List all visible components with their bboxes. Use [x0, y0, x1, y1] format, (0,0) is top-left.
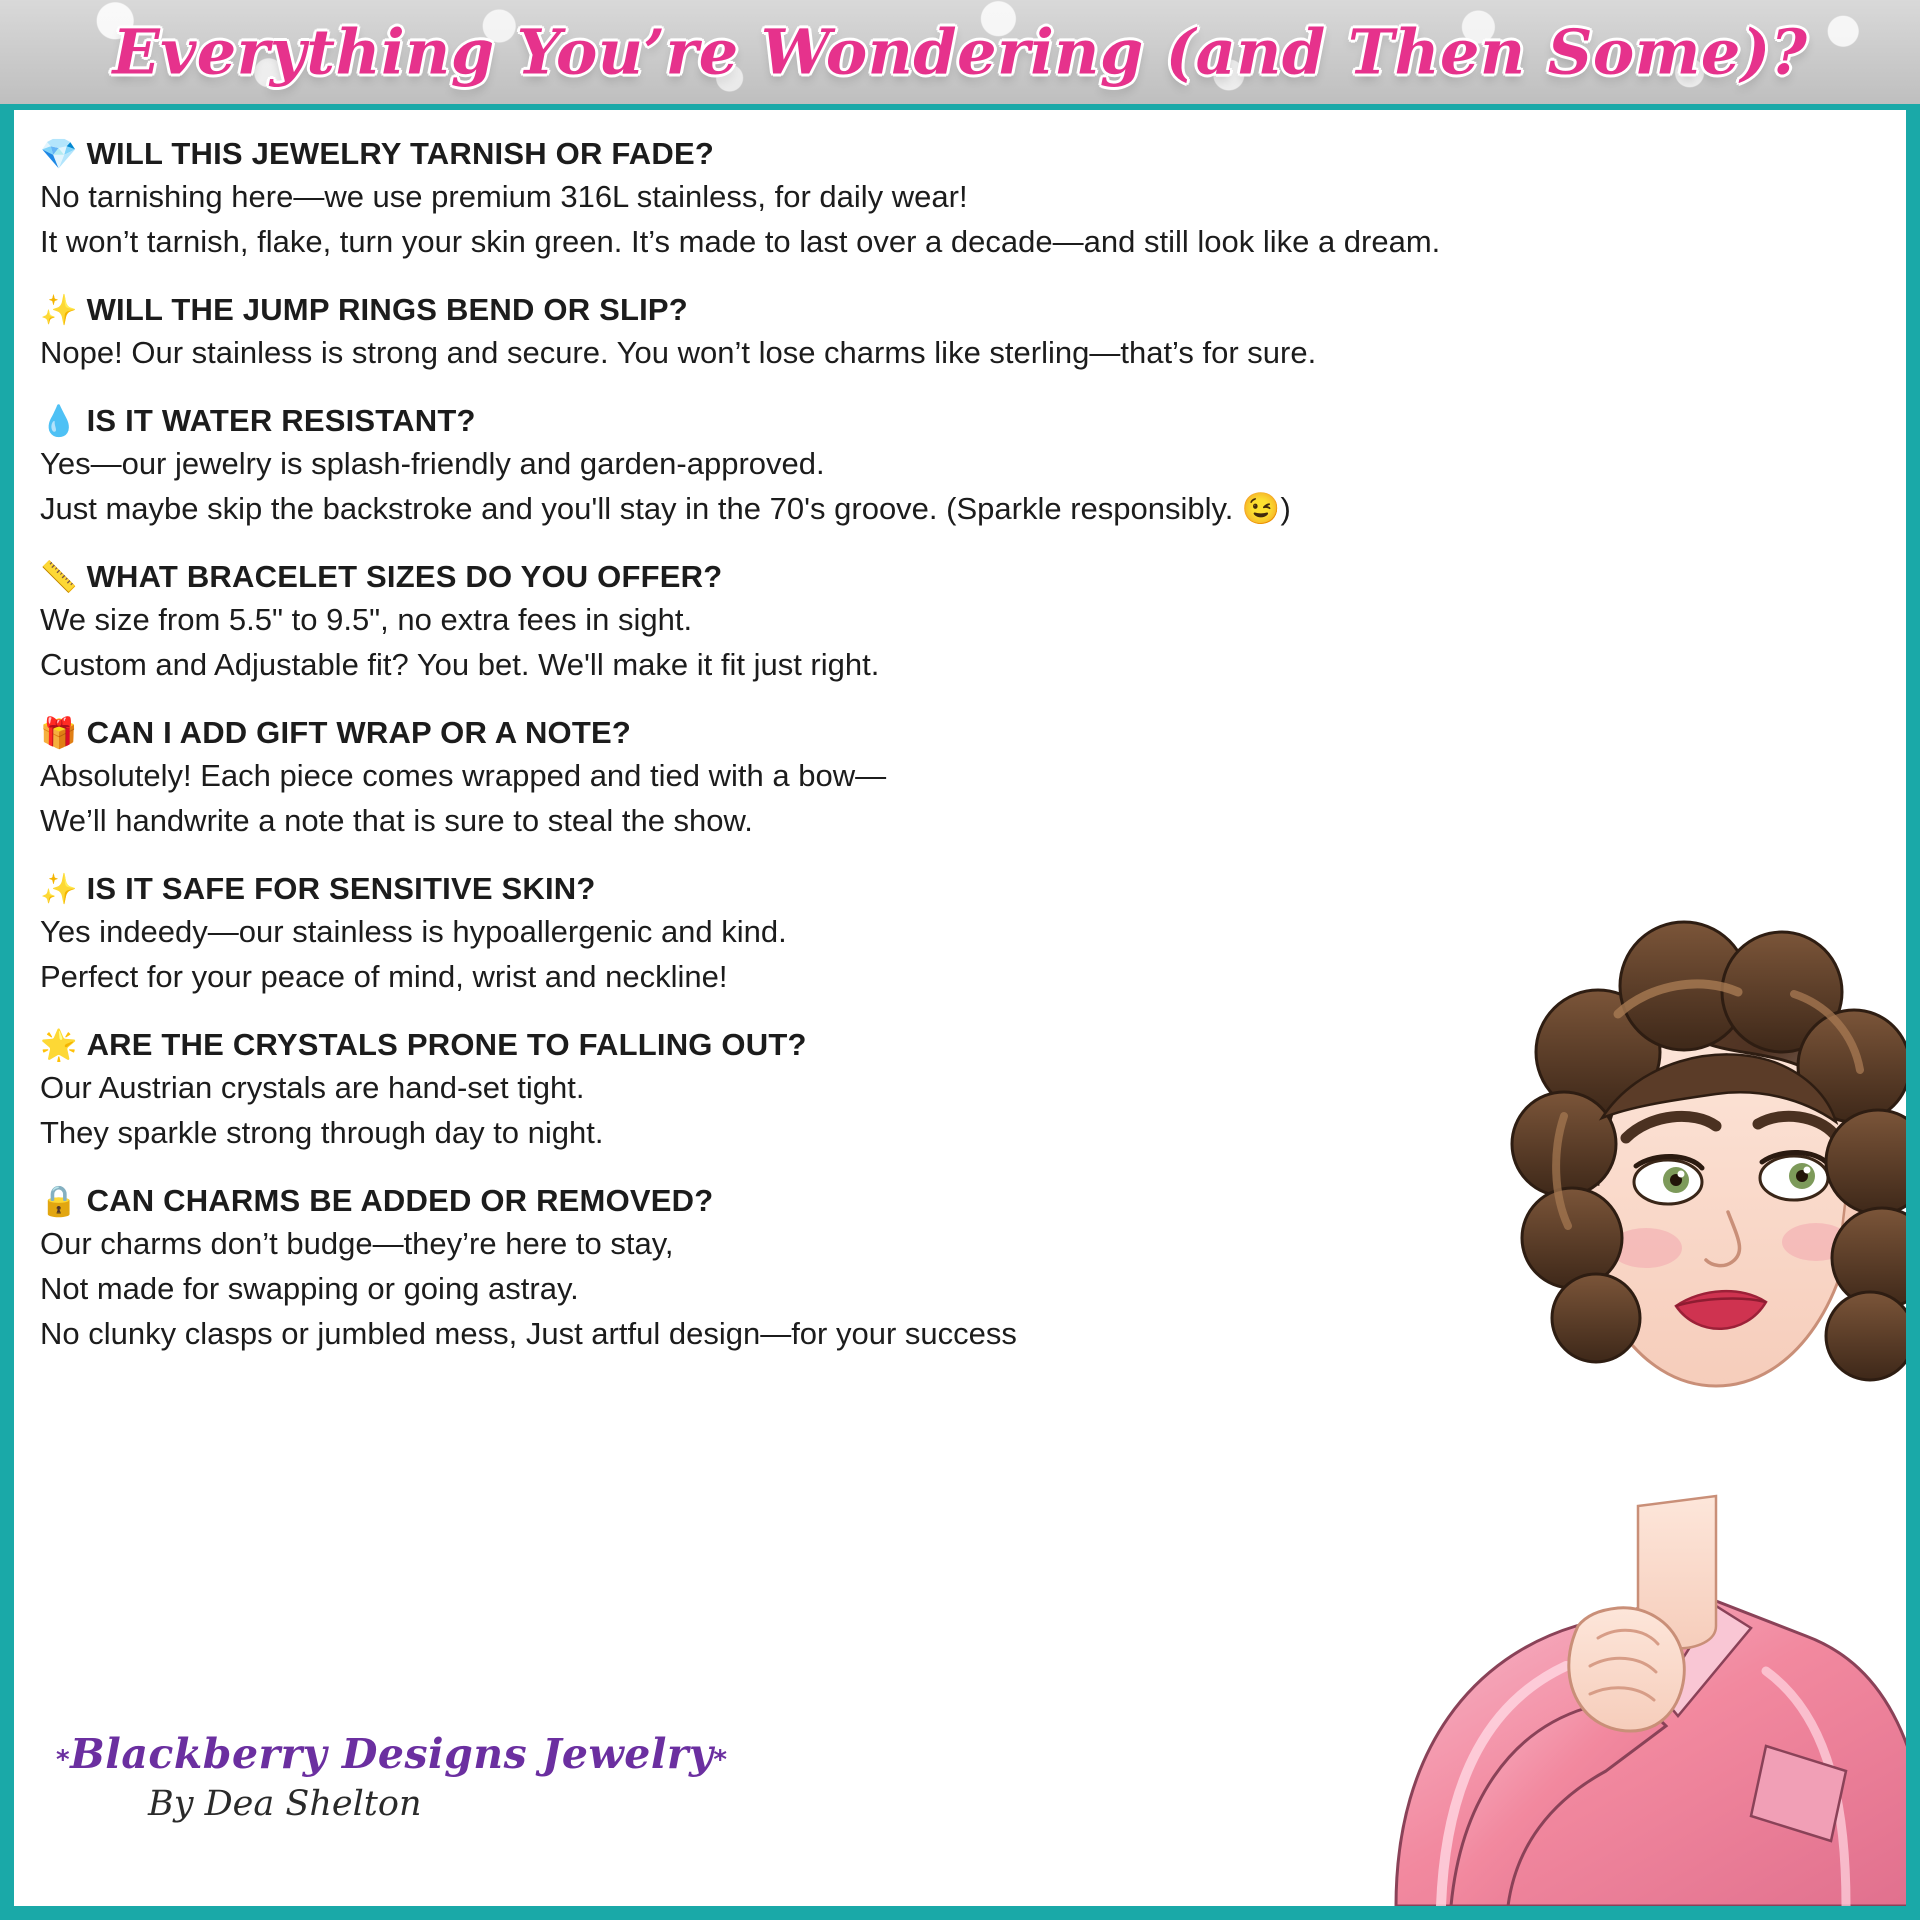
faq-item	[40, 713, 1880, 843]
gift-icon: 🎁	[40, 715, 78, 751]
faq-question	[40, 1025, 1880, 1065]
faq-question-text: WHAT BRACELET SIZES DO YOU OFFER?	[86, 559, 723, 594]
glowing-star-icon: 🌟	[40, 1027, 78, 1063]
faq-item	[40, 401, 1880, 531]
faq-item	[40, 1025, 1880, 1155]
faq-answer-line: Nope! Our stainless is strong and secure. You won’t lose charms like sterling—that’s for sure.	[40, 335, 1317, 371]
faq-answer-line: Perfect for your peace of mind, wrist and neckline!	[40, 959, 728, 994]
lock-icon: 🔒	[40, 1183, 78, 1219]
faq-answer-line: Our charms don’t budge—they’re here to stay,	[40, 1226, 674, 1262]
brand-name: Blackberry Designs Jewelry	[70, 1730, 714, 1778]
star-glyph: *	[56, 1745, 71, 1775]
faq-question	[40, 1181, 1880, 1221]
faq-item	[40, 869, 1880, 999]
faq-answer-line: We’ll handwrite a note that is sure to steal the show.	[40, 803, 753, 839]
faq-question	[40, 869, 1880, 909]
faq-question-text: WILL THE JUMP RINGS BEND OR SLIP?	[86, 291, 688, 327]
ruler-icon: 📏	[40, 560, 78, 595]
sparkles-icon: ✨	[40, 292, 78, 328]
faq-item	[40, 134, 1880, 264]
faq-answer-line: Not made for swapping or going astray.	[40, 1270, 579, 1306]
brand-name-row	[56, 1730, 728, 1778]
faq-answer-line: Our Austrian crystals are hand-set tight.	[40, 1070, 585, 1106]
faq-card	[14, 110, 1906, 1906]
faq-answer-line: Absolutely! Each piece comes wrapped and tied with a bow—	[40, 758, 887, 794]
faq-question	[40, 557, 1880, 597]
droplet-icon: 💧	[40, 404, 78, 440]
faq-answer-line: We size from 5.5" to 9.5", no extra fees in sight.	[40, 602, 693, 638]
sparkles-icon: ✨	[40, 871, 78, 907]
faq-question-text: IS IT SAFE FOR SENSITIVE SKIN?	[86, 870, 596, 906]
faq-answer-line: Yes—our jewelry is splash-friendly and garden-approved.	[40, 446, 825, 482]
faq-question-text: IS IT WATER RESISTANT?	[86, 403, 476, 439]
faq-answer-line: Yes indeedy—our stainless is hypoallergenic and kind.	[40, 914, 787, 950]
diamond-icon: 💎	[40, 137, 78, 172]
page-title: Everything You’re Wondering (and Then Some)?	[112, 15, 1808, 89]
faq-question-text: CAN I ADD GIFT WRAP OR A NOTE?	[86, 714, 632, 750]
faq-item	[40, 290, 1880, 375]
faq-answer-line: No tarnishing here—we use premium 316L stainless, for daily wear!	[40, 179, 968, 215]
brand-byline: By Dea Shelton	[148, 1784, 422, 1824]
faq-answer-line: Custom and Adjustable fit? You bet. We'll make it fit just right.	[40, 647, 880, 683]
faq-answer-line: No clunky clasps or jumbled mess, Just artful design—for your success	[40, 1315, 1017, 1351]
star-glyph: *	[713, 1745, 728, 1775]
faq-question-text: ARE THE CRYSTALS PRONE TO FALLING OUT?	[86, 1026, 807, 1062]
brand-logo	[56, 1730, 728, 1880]
faq-answer-line: They sparkle strong through day to night.	[40, 1114, 604, 1150]
faq-question	[40, 134, 1880, 174]
faq-question	[40, 713, 1880, 753]
faq-item	[40, 557, 1880, 687]
faq-list	[40, 134, 1880, 1381]
faq-question	[40, 401, 1880, 441]
faq-item	[40, 1181, 1880, 1356]
faq-question	[40, 290, 1880, 330]
faq-answer-line: It won’t tarnish, flake, turn your skin green. It’s made to last over a decade—and still look like a dream.	[40, 224, 1441, 260]
faq-answer-line: Just maybe skip the backstroke and you'll stay in the 70's groove. (Sparkle responsibly. 😉)	[40, 491, 1291, 527]
header-banner	[0, 0, 1920, 104]
faq-question-text: WILL THIS JEWELRY TARNISH OR FADE?	[86, 136, 714, 171]
faq-question-text: CAN CHARMS BE ADDED OR REMOVED?	[86, 1182, 714, 1218]
